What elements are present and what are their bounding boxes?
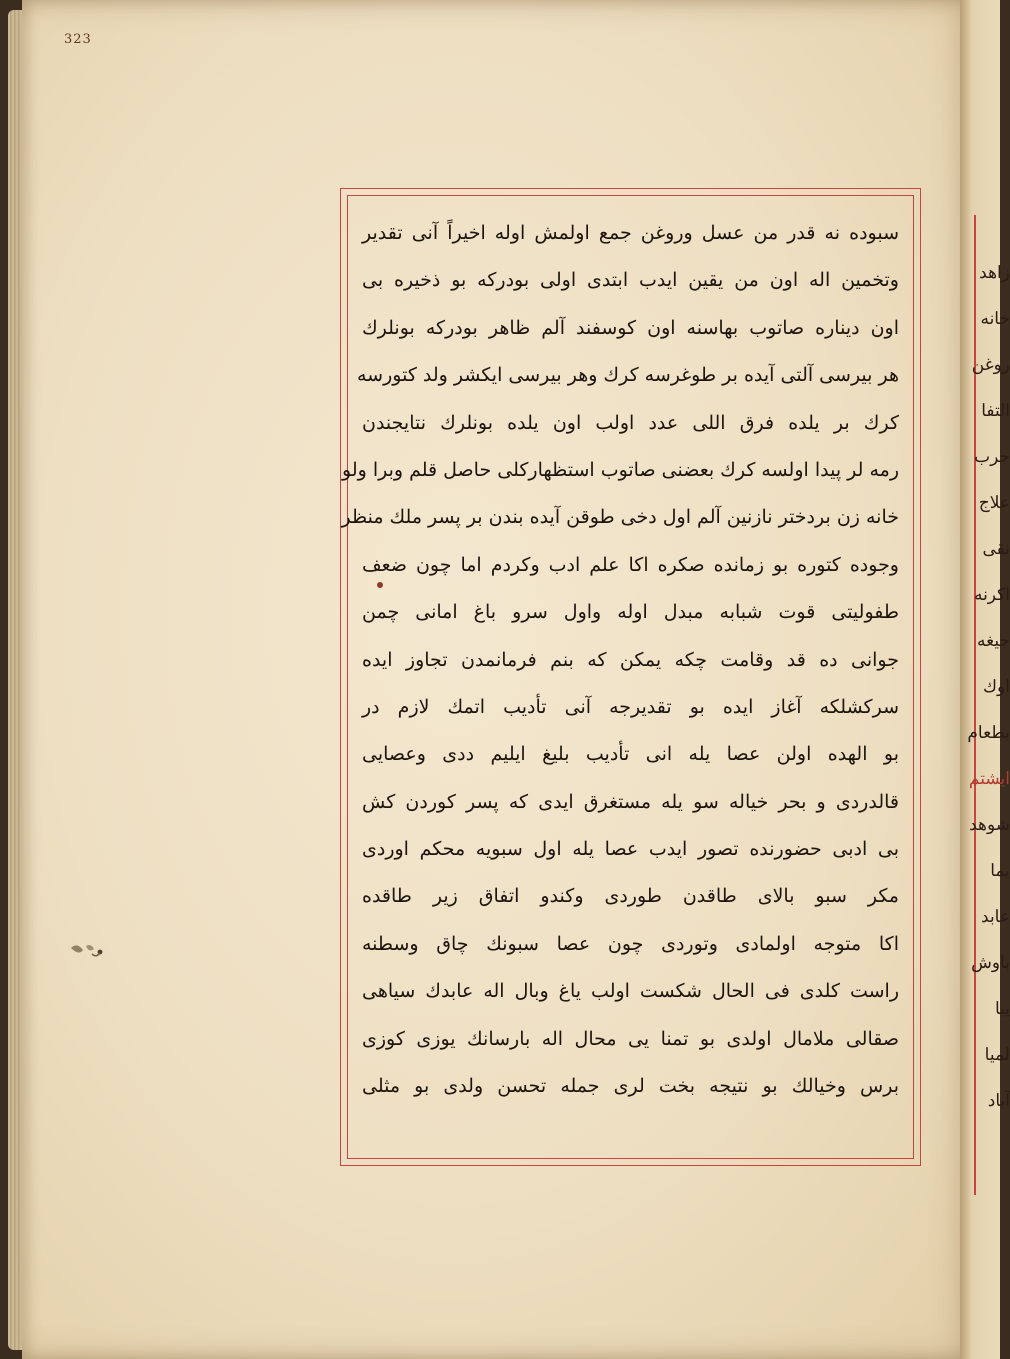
text-line: برس وخیالك بو نتیجه بخت لری جمله تحسن ولدی بو مثلی (362, 1075, 899, 1098)
text-line: سرکشلکه آغاز ایده بو تقدیرجه آنی تأدیب اتمك لازم در (362, 695, 899, 718)
text-frame-inner-rule (341, 195, 914, 1159)
text-line: جوانی ده قد وقامت چکه یمکن که بنم فرمانمدن تجاوز ایده (362, 648, 899, 671)
facing-text-fragment: روغن (971, 355, 1010, 375)
facing-text-fragment: جیغه (977, 631, 1010, 651)
text-line: وتخمین اله اون من یقین ایدب ابتدی اولی بودرکه بو ذخیره بی (362, 269, 899, 292)
facing-text-fragment: باوش (971, 953, 1010, 973)
facing-page-edge (960, 0, 1010, 1359)
facing-text-fragment: التفا (981, 401, 1010, 421)
main-text-block (341, 210, 899, 1144)
text-line: رمه لر پیدا اولسه کرك بعضنی صاتوب استظهارکلی حاصل قلم وبرا ولو (342, 458, 899, 481)
facing-text-fragment: ایشتم (968, 769, 1010, 789)
facing-text-fragment: خانه (980, 309, 1010, 329)
facing-text-fragment: اوك (983, 677, 1010, 697)
facing-text-fragment: بطعام (967, 723, 1010, 743)
text-line: وجوده کتوره بو زمانده صکره اکا علم ادب وکردم اما چون ضعف (362, 553, 899, 576)
facing-text-fragment: علاج (978, 493, 1010, 513)
ink-dot (377, 582, 383, 588)
text-line: خانه زن بردختر نازنین آلم اول دخی طوقن آیده بندن بر پسر ملك منظر (341, 506, 899, 529)
text-line: سبوده نه قدر من عسل وروغن جمع اولمش اوله اخیراً آنی تقدیر (362, 222, 899, 244)
text-line: مکر سبو بالای طاقدن طوردی وکندو اتفاق زیر طاقده (362, 885, 899, 908)
facing-text-fragment: زاهد (979, 263, 1010, 283)
facing-page-text (967, 250, 1010, 1124)
facing-text-fragment: اکرنه (973, 585, 1010, 605)
text-line: صقالی ملامال اولدی بو تمنا یی محال اله بارسانك یوزی کوزی (362, 1027, 899, 1050)
text-line: اون دیناره صاتوب بهاسنه اون کوسفند آلم ظاهر بودرکه بونلرك (362, 316, 899, 339)
facing-text-fragment: آباد (987, 1091, 1010, 1111)
text-line: کرك بر یلده فرق اللی عدد اولب اون یلده بونلرك نتایجندن (362, 411, 899, 434)
text-line: راست کلدی فی الحال شکست اولب یاغ وبال اله عابدك سیاهی (362, 980, 899, 1003)
text-line: اکا متوجه اولمادی وتوردی چون عصا سبونك چاق وسطنه (362, 932, 899, 955)
text-line: هر بیرسی آلتی آیده بر طوغرسه کرك وهر بیرسی ایکشر ولد کتورسه (356, 364, 899, 387)
text-frame (340, 188, 921, 1166)
facing-text-fragment: لمیا (984, 1045, 1010, 1065)
text-line: بی ادبی حضورنده تصور ایدب عصا یله اول سبویه محکم اوردی (362, 838, 899, 861)
facing-text-fragment: جرب (974, 447, 1010, 467)
folio-number: 323 (64, 32, 92, 47)
text-line: طفولیتی قوت شبابه مبدل اوله واول سرو باغ امانی چمن (362, 601, 899, 624)
facing-text-fragment: یما (990, 861, 1010, 881)
text-line: بو الهده اولن عصا یله انی تأدیب بلیغ ایلیم ددی وعصایی (362, 743, 899, 766)
facing-text-fragment: عابد (981, 907, 1010, 927)
text-line: قالدردی و بحر خیاله سو یله مستغرق ایدی که پسر کوردن کش (362, 790, 899, 813)
facing-text-fragment: نقی (982, 539, 1010, 559)
ink-stain (66, 938, 116, 964)
facing-text-fragment: شوهد (969, 815, 1010, 835)
manuscript-page (22, 0, 980, 1359)
facing-text-fragment: یبا (994, 999, 1010, 1019)
